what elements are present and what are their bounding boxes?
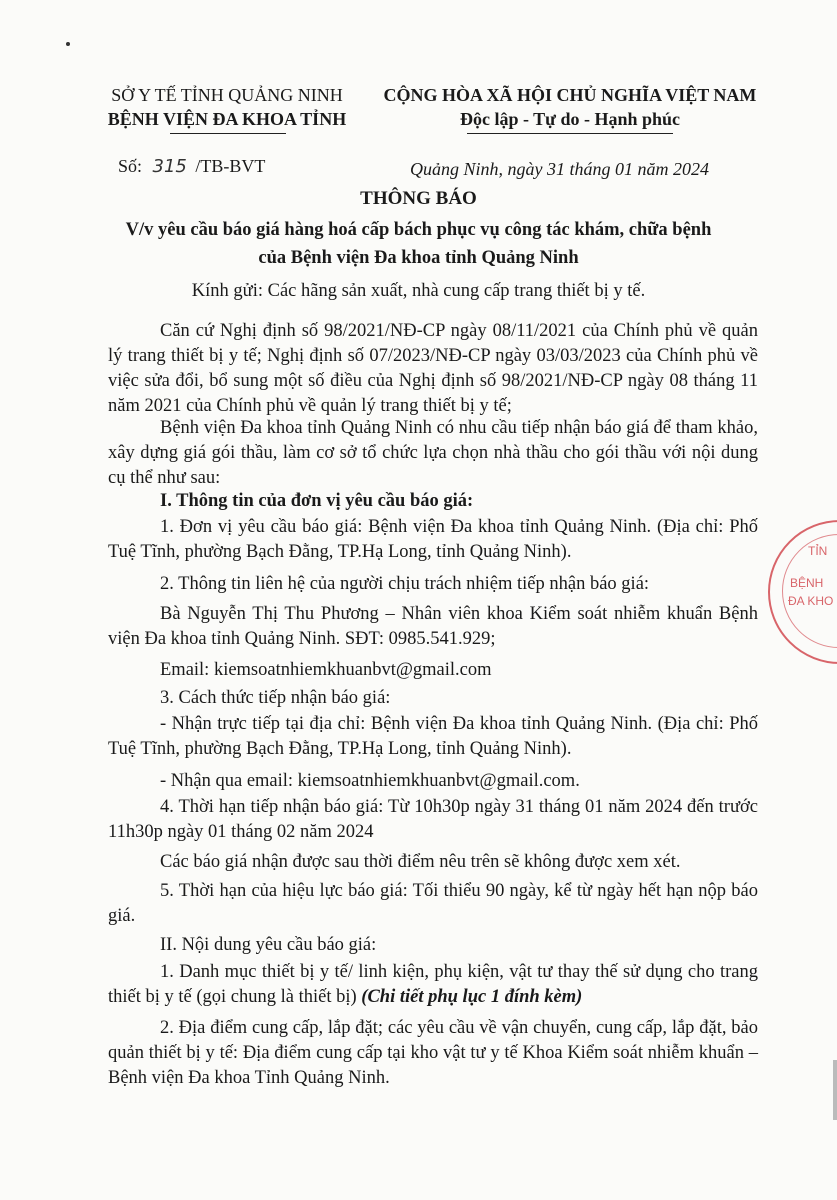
contact-email: Email: kiemsoatnhiemkhuanbvt@gmail.com <box>160 660 492 680</box>
section-2-item-2: 2. Địa điểm cung cấp, lắp đặt; các yêu cầu về vận chuyển, cung cấp, lắp đặt, bảo quản thiết bị y tế: Địa điểm cung cấp tại kho vật tư y tế Khoa Kiểm soát nhiễm khuẩn – Bệnh viện Đa khoa Tỉnh Quảng Ninh. <box>108 1018 758 1088</box>
section-1-item-5: 5. Thời hạn của hiệu lực báo giá: Tối thiểu 90 ngày, kể từ ngày hết hạn nộp báo giá. <box>108 881 758 926</box>
subject-line-2: của Bệnh viện Đa khoa tỉnh Quảng Ninh <box>258 248 579 268</box>
stamp-text-bottom: ĐA KHO <box>788 594 834 608</box>
legal-basis-paragraph: Căn cứ Nghị định số 98/2021/NĐ-CP ngày 08/11/2021 của Chính phủ về quản lý trang thiết bị y tế; Nghị định số 07/2023/NĐ-CP ngày 03/03/2023 của Chính phủ về việc sửa đổi, bổ sung một số điều của Nghị định số 98/2021/NĐ-CP ngày 08 tháng 11 năm 2021 của Chính phủ về quản lý trang thiết bị y tế; <box>108 321 758 416</box>
section-2-heading: II. Nội dung yêu cầu báo giá: <box>160 935 377 955</box>
document-number <box>118 153 265 180</box>
section-1-item-2: 2. Thông tin liên hệ của người chịu trách nhiệm tiếp nhận báo giá: <box>160 574 650 594</box>
number-suffix: /TB-BVT <box>195 156 266 176</box>
hospital-stamp <box>768 520 837 664</box>
number-label: Số: <box>118 156 143 176</box>
number-handwritten: 315 <box>152 156 187 177</box>
appendix-reference: (Chi tiết phụ lục 1 đính kèm) <box>361 987 583 1007</box>
section-2-item-1-text: 1. Danh mục thiết bị y tế/ linh kiện, phụ kiện, vật tư thay thế sử dụng cho trang thiết bị y tế (gọi chung là thiết bị) <box>108 962 758 1007</box>
document-date: Quảng Ninh, ngày 31 tháng 01 năm 2024 <box>410 159 709 179</box>
purpose-paragraph: Bệnh viện Đa khoa tỉnh Quảng Ninh có nhu cầu tiếp nhận báo giá để tham khảo, xây dựng giá gói thầu, làm cơ sở tổ chức lựa chọn nhà thầu cho gói thầu với nội dung cụ thể như sau: <box>108 418 758 488</box>
national-motto: Độc lập - Tự do - Hạnh phúc <box>459 109 681 129</box>
contact-person: Bà Nguyễn Thị Thu Phương – Nhân viên khoa Kiểm soát nhiễm khuẩn Bệnh viện Đa khoa tỉnh Quảng Ninh. SĐT: 0985.541.929; <box>108 604 758 649</box>
scan-edge-mark <box>833 1060 837 1120</box>
national-title: CỘNG HÒA XÃ HỘI CHỦ NGHĨA VIỆT NAM <box>383 85 757 105</box>
stamp-text-middle: BỆNH <box>790 576 824 590</box>
issuer-underline <box>170 133 286 134</box>
section-2-item-1 <box>108 960 758 1010</box>
motto-underline <box>467 133 673 134</box>
document-title: THÔNG BÁO <box>360 188 477 209</box>
issuer-hospital: BỆNH VIỆN ĐA KHOA TỈNH <box>107 109 347 129</box>
recipient-line: Kính gửi: Các hãng sản xuất, nhà cung cấp trang thiết bị y tế. <box>191 281 646 301</box>
stamp-text-top: TỈN <box>808 544 828 558</box>
receive-email: - Nhận qua email: kiemsoatnhiemkhuanbvt@gmail.com. <box>160 771 580 791</box>
subject-line-1: V/v yêu cầu báo giá hàng hoá cấp bách phục vụ công tác khám, chữa bệnh <box>125 220 712 240</box>
section-1-item-3: 3. Cách thức tiếp nhận báo giá: <box>160 688 391 708</box>
section-1-item-4: 4. Thời hạn tiếp nhận báo giá: Từ 10h30p ngày 31 tháng 01 năm 2024 đến trước 11h30p ngày 01 tháng 02 năm 2024 <box>108 797 758 842</box>
scan-speck <box>66 42 70 46</box>
late-quote-note: Các báo giá nhận được sau thời điểm nêu trên sẽ không được xem xét. <box>160 852 681 872</box>
issuer-department: SỞ Y TẾ TỈNH QUẢNG NINH <box>111 85 343 105</box>
section-1-heading: I. Thông tin của đơn vị yêu cầu báo giá: <box>160 491 474 511</box>
section-1-item-1: 1. Đơn vị yêu cầu báo giá: Bệnh viện Đa khoa tỉnh Quảng Ninh. (Địa chỉ: Phố Tuệ Tĩnh, phường Bạch Đằng, TP.Hạ Long, tỉnh Quảng Ninh). <box>108 517 758 562</box>
receive-direct: - Nhận trực tiếp tại địa chỉ: Bệnh viện Đa khoa tỉnh Quảng Ninh. (Địa chỉ: Phố Tuệ Tĩnh, phường Bạch Đằng, TP.Hạ Long, tỉnh Quảng Ninh). <box>108 714 758 759</box>
